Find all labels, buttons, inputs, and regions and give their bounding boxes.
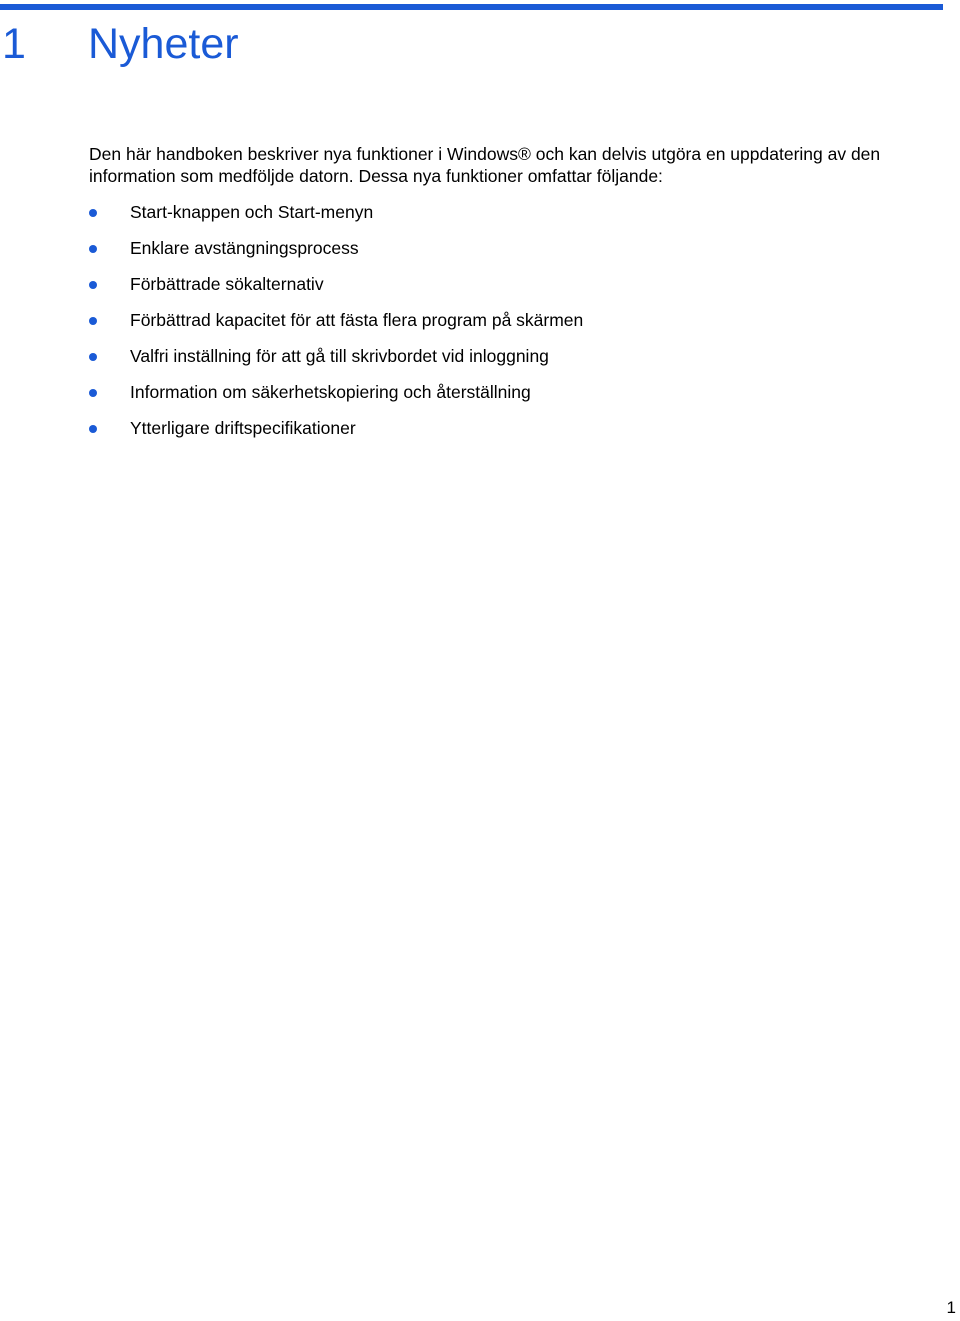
list-item — [89, 342, 929, 378]
chapter-number: 1 — [2, 20, 26, 68]
bullet-icon — [89, 209, 97, 217]
list-item-label: Förbättrade sökalternativ — [130, 274, 324, 294]
list-item-label: Information om säkerhetskopiering och återställning — [130, 382, 531, 402]
list-item-label: Förbättrad kapacitet för att fästa flera program på skärmen — [130, 310, 584, 330]
list-item — [89, 270, 929, 306]
bullet-icon — [89, 317, 97, 325]
bullet-icon — [89, 389, 97, 397]
feature-list — [89, 198, 929, 450]
list-item — [89, 234, 929, 270]
bullet-icon — [89, 425, 97, 433]
list-item — [89, 198, 929, 234]
list-item — [89, 414, 929, 450]
intro-paragraph: Den här handboken beskriver nya funktioner i Windows® och kan delvis utgöra en uppdatering av den information som medföljde datorn. Dessa nya funktioner omfattar följande: — [89, 144, 881, 186]
list-item-label: Enklare avstängningsprocess — [130, 238, 359, 258]
chapter-top-rule — [0, 4, 943, 10]
list-item-label: Start-knappen och Start-menyn — [130, 202, 374, 222]
bullet-icon — [89, 281, 97, 289]
list-item-label: Ytterligare driftspecifikationer — [130, 418, 356, 438]
list-item-label: Valfri inställning för att gå till skrivbordet vid inloggning — [130, 346, 549, 366]
bullet-icon — [89, 353, 97, 361]
page-number: 1 — [946, 1298, 956, 1317]
chapter-title: Nyheter — [88, 20, 239, 68]
list-item — [89, 306, 929, 342]
list-item — [89, 378, 929, 414]
bullet-icon — [89, 245, 97, 253]
